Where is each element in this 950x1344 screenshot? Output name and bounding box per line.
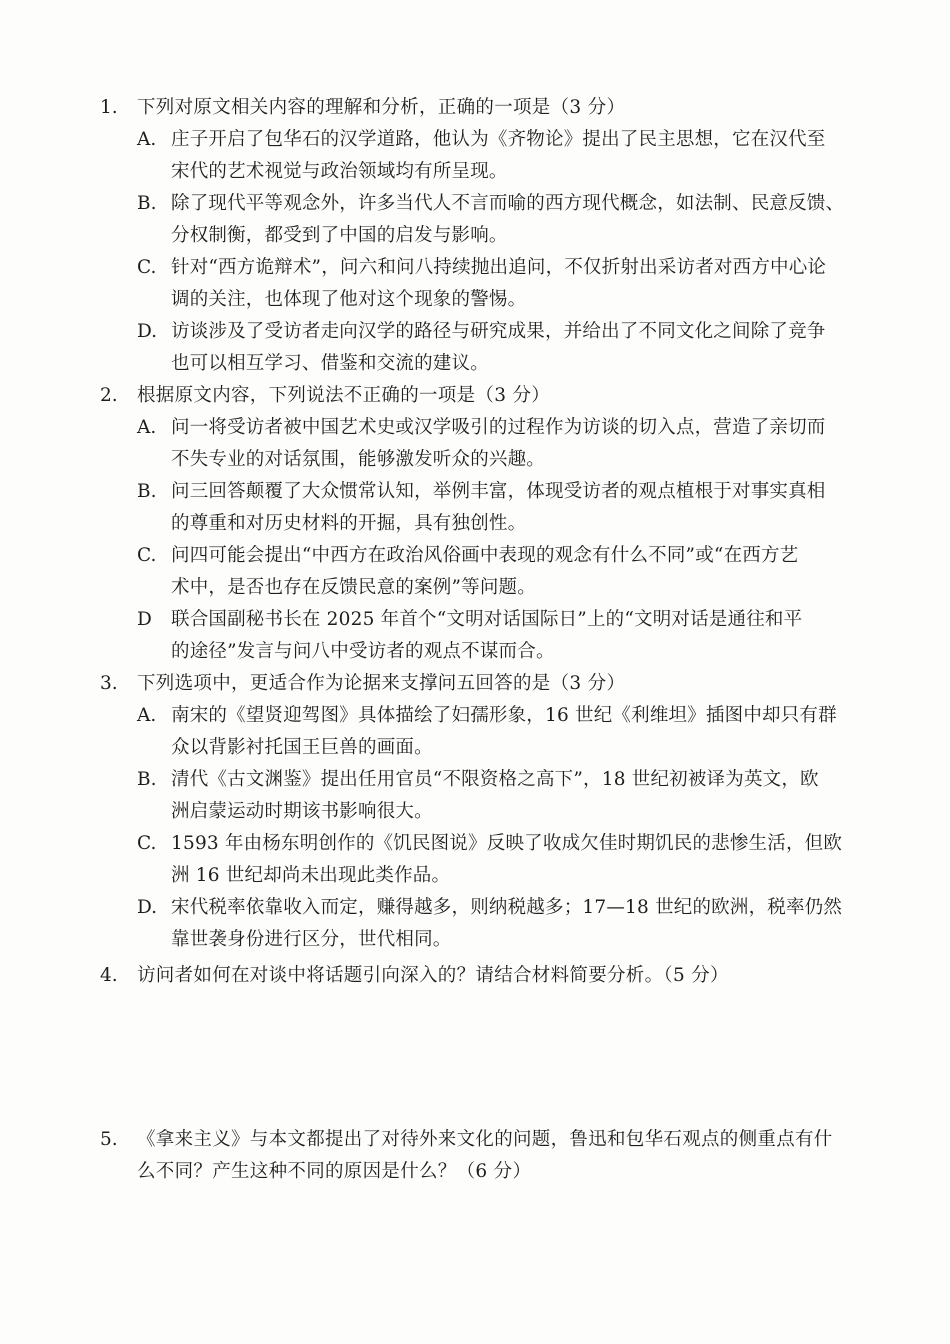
option-text bbox=[171, 253, 870, 315]
option-b bbox=[137, 765, 870, 827]
option-text bbox=[171, 829, 870, 891]
option-line: 针对“西方诡辩术”，问六和问八持续抛出追问，不仅折射出采访者对西方中心论 bbox=[171, 257, 827, 278]
option-line: 不失专业的对话氛围，能够激发听众的兴趣。 bbox=[171, 449, 546, 470]
option-line: 1593 年由杨东明创作的《饥民图说》反映了收成欠佳时期饥民的悲惨生活，但欧 bbox=[171, 833, 843, 854]
option-letter: A. bbox=[137, 129, 157, 150]
option-line: 众以背影衬托国王巨兽的画面。 bbox=[171, 737, 433, 758]
question-2 bbox=[100, 381, 870, 667]
option-line: 庄子开启了包华石的汉学道路，他认为《齐物论》提出了民主思想，它在汉代至 bbox=[171, 129, 826, 150]
option-a bbox=[137, 413, 870, 475]
option-d bbox=[137, 893, 870, 955]
question-number: 1. bbox=[100, 97, 118, 118]
option-line: 清代《古文渊鉴》提出任用官员“不限资格之高下”，18 世纪初被译为英文，欧 bbox=[171, 769, 819, 790]
option-line: 的尊重和对历史材料的开掘，具有独创性。 bbox=[171, 513, 527, 534]
option-line: 术中，是否也存在反馈民意的案例”等问题。 bbox=[171, 577, 536, 598]
option-letter: B. bbox=[137, 481, 157, 502]
option-line: 问三回答颠覆了大众惯常认知，举例丰富，体现受访者的观点植根于对事实真相 bbox=[171, 481, 826, 502]
option-letter: D bbox=[137, 609, 152, 630]
question-5 bbox=[100, 1125, 870, 1187]
option-line: 宋代税率依靠收入而定，赚得越多，则纳税越多；17—18 世纪的欧洲，税率仍然 bbox=[171, 897, 843, 918]
option-line: 问一将受访者被中国艺术史或汉学吸引的过程作为访谈的切入点，营造了亲切而 bbox=[171, 417, 826, 438]
question-4 bbox=[100, 961, 870, 991]
question-number: 2. bbox=[100, 385, 118, 406]
option-text bbox=[171, 477, 870, 539]
option-line: 南宋的《望贤迎驾图》具体描绘了妇孺形象，16 世纪《利维坦》插图中却只有群 bbox=[171, 705, 837, 726]
option-letter: B. bbox=[137, 769, 157, 790]
option-text bbox=[171, 605, 870, 667]
option-letter: D. bbox=[137, 321, 158, 342]
question-stem: 下列选项中，更适合作为论据来支撑问五回答的是（3 分） bbox=[137, 673, 626, 694]
option-line: 洲启蒙运动时期该书影响很大。 bbox=[171, 801, 433, 822]
option-line: 洲 16 世纪却尚未出现此类作品。 bbox=[171, 865, 451, 886]
option-line: 宋代的艺术视觉与政治领域均有所呈现。 bbox=[171, 161, 508, 182]
option-letter: A. bbox=[137, 417, 157, 438]
option-text bbox=[171, 765, 870, 827]
option-text bbox=[171, 541, 870, 603]
option-c bbox=[137, 829, 870, 891]
option-line: 的途径”发言与问八中受访者的观点不谋而合。 bbox=[171, 641, 555, 662]
stem-line: 么不同？产生这种不同的原因是什么？（6 分） bbox=[137, 1161, 532, 1182]
option-line: 访谈涉及了受访者走向汉学的路径与研究成果，并给出了不同文化之间除了竞争 bbox=[171, 321, 826, 342]
question-stem: 访问者如何在对谈中将话题引向深入的？请结合材料简要分析。（5 分） bbox=[137, 965, 729, 986]
option-text bbox=[171, 893, 870, 955]
question-stem: 下列对原文相关内容的理解和分析，正确的一项是（3 分） bbox=[137, 97, 626, 118]
option-line: 问四可能会提出“中西方在政治风俗画中表现的观念有什么不同”或“在西方艺 bbox=[171, 545, 799, 566]
question-number: 3. bbox=[100, 673, 118, 694]
option-letter: C. bbox=[137, 545, 157, 566]
option-line: 靠世袭身份进行区分，世代相同。 bbox=[171, 929, 452, 950]
option-text bbox=[171, 701, 870, 763]
question-3 bbox=[100, 669, 870, 955]
option-letter: C. bbox=[137, 833, 157, 854]
option-d bbox=[137, 317, 870, 379]
option-c bbox=[137, 253, 870, 315]
option-letter: B. bbox=[137, 193, 157, 214]
option-line: 联合国副秘书长在 2025 年首个“文明对话国际日”上的“文明对话是通往和平 bbox=[171, 609, 803, 630]
option-line: 也可以相互学习、借鉴和交流的建议。 bbox=[171, 353, 489, 374]
question-1 bbox=[100, 93, 870, 379]
option-a bbox=[137, 125, 870, 187]
option-c bbox=[137, 541, 870, 603]
option-a bbox=[137, 701, 870, 763]
option-b bbox=[137, 189, 870, 251]
option-text bbox=[171, 125, 870, 187]
question-stem: 根据原文内容，下列说法不正确的一项是（3 分） bbox=[137, 385, 551, 406]
option-letter: C. bbox=[137, 257, 157, 278]
option-line: 调的关注，也体现了他对这个现象的警惕。 bbox=[171, 289, 527, 310]
option-letter: A. bbox=[137, 705, 157, 726]
option-text bbox=[171, 189, 870, 251]
option-text bbox=[171, 317, 870, 379]
question-number: 4. bbox=[100, 965, 118, 986]
stem-line: 《拿来主义》与本文都提出了对待外来文化的问题，鲁迅和包华石观点的侧重点有什 bbox=[137, 1129, 833, 1150]
option-letter: D. bbox=[137, 897, 158, 918]
question-stem bbox=[137, 1125, 870, 1187]
option-line: 除了现代平等观念外，许多当代人不言而喻的西方现代概念，如法制、民意反馈、 bbox=[171, 193, 845, 214]
option-b bbox=[137, 477, 870, 539]
option-d bbox=[137, 605, 870, 667]
option-text bbox=[171, 413, 870, 475]
option-line: 分权制衡，都受到了中国的启发与影响。 bbox=[171, 225, 508, 246]
question-number: 5. bbox=[100, 1129, 118, 1150]
